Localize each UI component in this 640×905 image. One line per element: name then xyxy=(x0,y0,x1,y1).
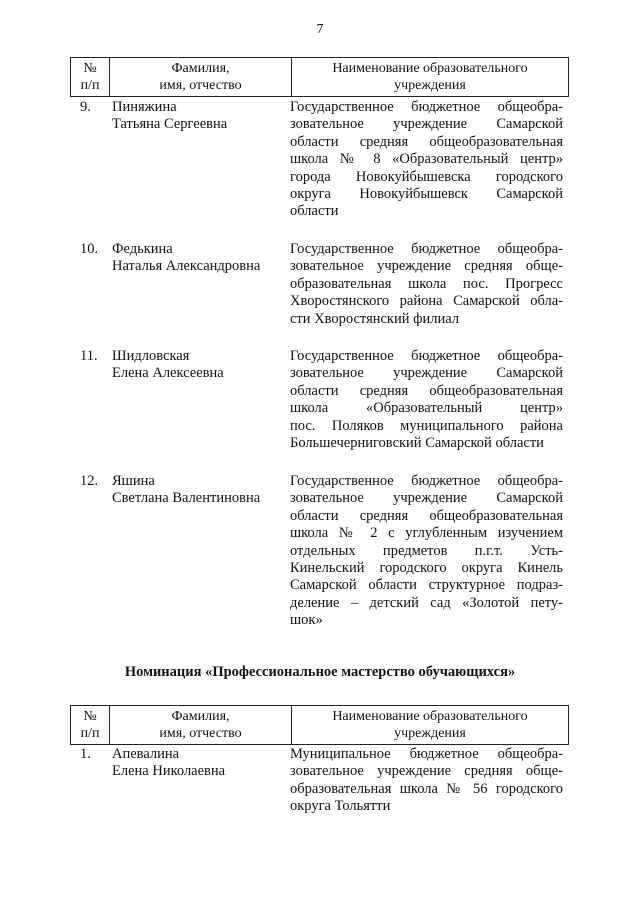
row-number: 10. xyxy=(80,241,99,257)
row-institution-line: области средняя общеобразовательная xyxy=(290,507,563,524)
row-name-line: Елена Николаевна xyxy=(112,763,226,780)
row-number: 9. xyxy=(80,99,91,115)
row-institution xyxy=(290,99,563,221)
header-num xyxy=(71,58,110,96)
header-institution xyxy=(292,706,568,744)
row-name-line: Татьяна Сергеевна xyxy=(112,116,228,133)
row-institution-line: образовательная школа пос. Прогресс xyxy=(290,275,563,292)
row-number: 11. xyxy=(80,348,98,364)
row-institution-line: пос. Поляков муниципального района xyxy=(290,417,563,434)
row-institution-line: Государственное бюджетное общеобра- xyxy=(290,99,563,115)
row-name xyxy=(112,99,282,134)
table-header xyxy=(70,57,569,97)
header-institution-line: Наименование образовательного xyxy=(332,61,528,76)
row-institution-line: сти Хворостянский филиал xyxy=(290,310,460,327)
row-name xyxy=(112,746,282,781)
row-institution-line: зовательное учреждение средняя обще- xyxy=(290,258,563,275)
row-name-line: Яшина xyxy=(112,473,155,489)
row-institution-line: школа № 8 «Образовательный центр» xyxy=(290,151,563,168)
header-name xyxy=(110,58,292,96)
row-institution-line: зовательное учреждение Самарской xyxy=(290,116,563,133)
row-institution-line: Муниципальное бюджетное общеобра- xyxy=(290,746,563,762)
row-institution-line: деление – детский сад «Золотой пету- xyxy=(290,594,563,611)
row-name-line: Федькина xyxy=(112,241,173,257)
header-num-line: п/п xyxy=(80,78,100,93)
row-name-line: Апевалина xyxy=(112,746,180,762)
row-name-line: Светлана Валентиновна xyxy=(112,490,261,507)
header-name-line: Фамилия, xyxy=(171,61,230,76)
header-num-line: № xyxy=(83,61,97,76)
row-institution-line: Государственное бюджетное общеобра- xyxy=(290,348,563,364)
row-institution-line: округа Новокуйбышевск Самарской xyxy=(290,186,563,203)
row-institution-line: области xyxy=(290,203,339,220)
row-institution-line: Самарской области структурное подраз- xyxy=(290,577,563,594)
row-name xyxy=(112,348,282,383)
row-institution-line: города Новокуйбышевска городского xyxy=(290,168,563,185)
header-num-line: № xyxy=(83,709,97,724)
row-institution-line: зовательное учреждение Самарской xyxy=(290,490,563,507)
nomination-title: Номинация «Профессиональное мастерство обучающихся» xyxy=(124,664,516,680)
row-institution-line: отдельных предметов п.г.т. Усть- xyxy=(290,542,563,559)
row-institution-line: округа Тольятти xyxy=(290,798,391,815)
row-name xyxy=(112,473,282,508)
row-name-line: Елена Алексеевна xyxy=(112,365,224,382)
header-institution-line: учреждения xyxy=(394,726,466,741)
header-institution-line: учреждения xyxy=(394,78,466,93)
row-institution-line: школа № 2 с углубленным изучением xyxy=(290,525,563,542)
row-institution xyxy=(290,241,563,328)
row-institution-line: зовательное учреждение средняя обще- xyxy=(290,763,563,780)
row-institution xyxy=(290,348,563,452)
row-institution xyxy=(290,746,563,816)
row-number: 12. xyxy=(80,473,99,489)
row-institution-line: зовательное учреждение Самарской xyxy=(290,365,563,382)
header-name-line: имя, отчество xyxy=(159,78,242,93)
row-institution-line: шок» xyxy=(290,612,323,629)
row-institution xyxy=(290,473,563,630)
row-institution-line: школа «Образовательный центр» xyxy=(290,400,563,417)
row-name xyxy=(112,241,282,276)
header-name-line: имя, отчество xyxy=(159,726,242,741)
row-institution-line: области средняя общеобразовательная xyxy=(290,382,563,399)
header-num xyxy=(71,706,110,744)
row-name-line: Наталья Александровна xyxy=(112,258,261,275)
row-name-line: Шидловская xyxy=(112,348,190,364)
row-institution-line: Большечерниговский Самарской области xyxy=(290,435,544,452)
header-institution-line: Наименование образовательного xyxy=(332,709,528,724)
row-institution-line: Государственное бюджетное общеобра- xyxy=(290,473,563,489)
header-name xyxy=(110,706,292,744)
header-name-line: Фамилия, xyxy=(171,709,230,724)
row-institution-line: Хворостянского района Самарской обла- xyxy=(290,293,563,310)
row-institution-line: Кинельский городского округа Кинель xyxy=(290,560,563,577)
table-header-2 xyxy=(70,705,569,745)
header-institution xyxy=(292,58,568,96)
header-num-line: п/п xyxy=(80,726,100,741)
row-institution-line: области средняя общеобразовательная xyxy=(290,133,563,150)
page-number: 7 xyxy=(316,22,324,37)
row-number: 1. xyxy=(80,746,91,762)
row-name-line: Пиняжина xyxy=(112,99,177,115)
row-institution-line: Государственное бюджетное общеобра- xyxy=(290,241,563,257)
row-institution-line: образовательная школа № 56 городского xyxy=(290,780,563,797)
